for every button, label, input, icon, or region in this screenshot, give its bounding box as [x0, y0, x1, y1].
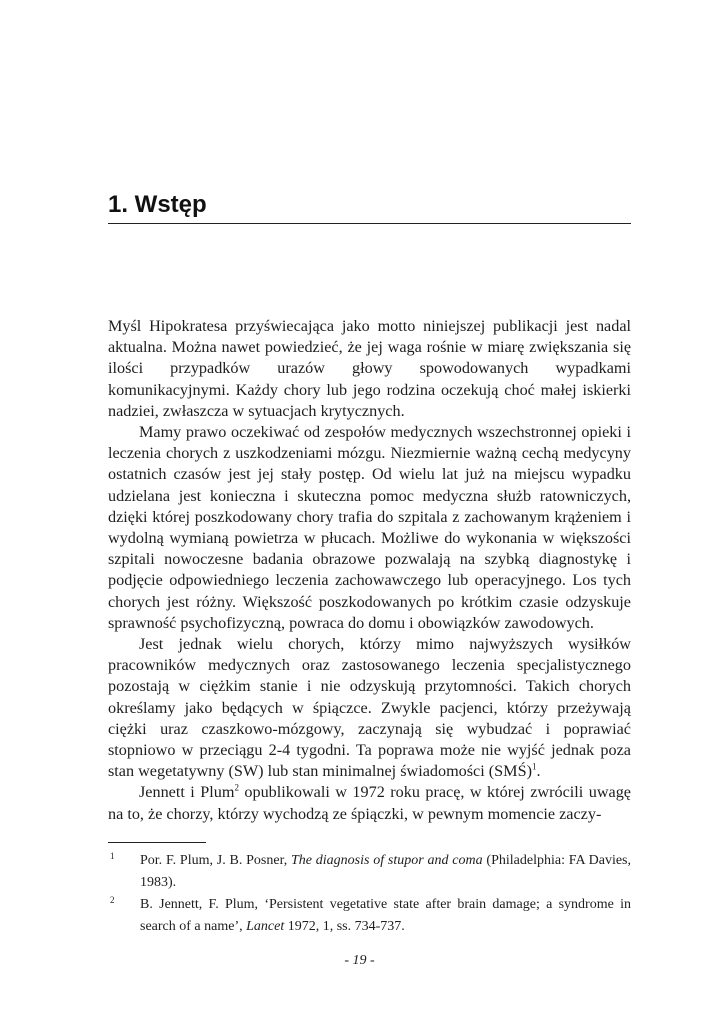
paragraph-3	[108, 634, 631, 782]
footnote-text: (Philadelphia: FA Davies, 1983).	[140, 853, 631, 890]
footnote-title: The diagnosis of stupor and coma	[290, 853, 483, 868]
footnotes	[108, 850, 631, 938]
footnote-number: 2	[110, 895, 115, 905]
paragraph-3-text: Jest jednak wielu chorych, którzy mimo najwyższych wysiłków pracowników medycznych oraz zastosowanego leczenia specjalistycznego pozostają w ciężkim stanie i nie odzyskują przytomności. Takich chorych określamy jako będących w śpiączce. Zwykle pacjenci, którzy przeżywają ciężki uraz czaszkowo-mózgowy, zaczynają się wybudzać i poprawiać stopniowo w przeciągu 2-4 tygodni. Ta poprawa może nie wyjść jednak poza stan wegetatywny (SW) lub stan minimalnej świadomości (SMŚ)	[108, 635, 631, 781]
footnote-number: 1	[110, 851, 115, 861]
footnote-title: Lancet	[246, 918, 285, 934]
paragraph-4-start: Jennett i Plum	[139, 783, 235, 802]
chapter-title: 1. Wstęp	[108, 191, 207, 218]
paragraph-2: Mamy prawo oczekiwać od zespołów medycznych wszechstronnej opieki i leczenia chorych z uszkodzeniami mózgu. Niezmiernie ważną cechą medycyny ostatnich czasów jest jej stały postęp. Od wielu lat już na miejscu wypadku udzielana jest konieczna i skuteczna pomoc medyczna służb ratowniczych, dzięki której poszkodowany chory trafia do szpitala z zachowanym krążeniem i wydolną wymianą powietrza w płucach. Możliwe do wykonania w większości szpitali nowoczesne badania obrazowe pozwalają na szybką diagnostykę i podjęcie odpowiedniego leczenia zachowawczego lub operacyjnego. Los tych chorych jest różny. Większość poszkodowanych po krótkim czasie odzyskuje sprawność psychofizyczną, powraca do domu i obowiązków zawodowych.	[108, 423, 631, 632]
paragraph-1: Myśl Hipokratesa przyświecająca jako motto niniejszej publikacji jest nadal aktualna. Można nawet powiedzieć, że jej waga rośnie w miarę zwiększania się ilości przypadków urazów głowy spowodowanych wypadkami komunikacyjnymi. Każdy chory lub jego rodzina oczekują choć małej iskierki nadziei, zwłaszcza w sytuacjach krytycznych.	[108, 317, 631, 420]
title-underline	[108, 223, 631, 224]
footnote-1	[108, 850, 631, 893]
page-number: - 19 -	[344, 953, 375, 968]
paragraph-4	[108, 782, 631, 824]
paragraph-4-rest: opublikowali w 1972 roku pracę, w której zwrócili uwagę na to, że chorzy, którzy wychodzą ze śpiączki, w pewnym momencie zaczy-	[108, 783, 631, 823]
footnote-text: Por. F. Plum, J. B. Posner,	[140, 853, 291, 868]
footnote-text: 1972, 1, ss. 734-737.	[284, 918, 405, 934]
footnote-text: B. Jennett, F. Plum, ‘Persistent vegetative state after brain damage; a syndrome in search of a name’,	[140, 897, 631, 934]
footnote-ref-1[interactable]: 1	[531, 761, 537, 772]
body-text	[108, 316, 631, 825]
paragraph-3-end: .	[536, 762, 541, 781]
footnote-ref-2[interactable]: 2	[234, 783, 239, 794]
footnote-2	[108, 894, 631, 937]
footnote-separator	[108, 842, 206, 843]
